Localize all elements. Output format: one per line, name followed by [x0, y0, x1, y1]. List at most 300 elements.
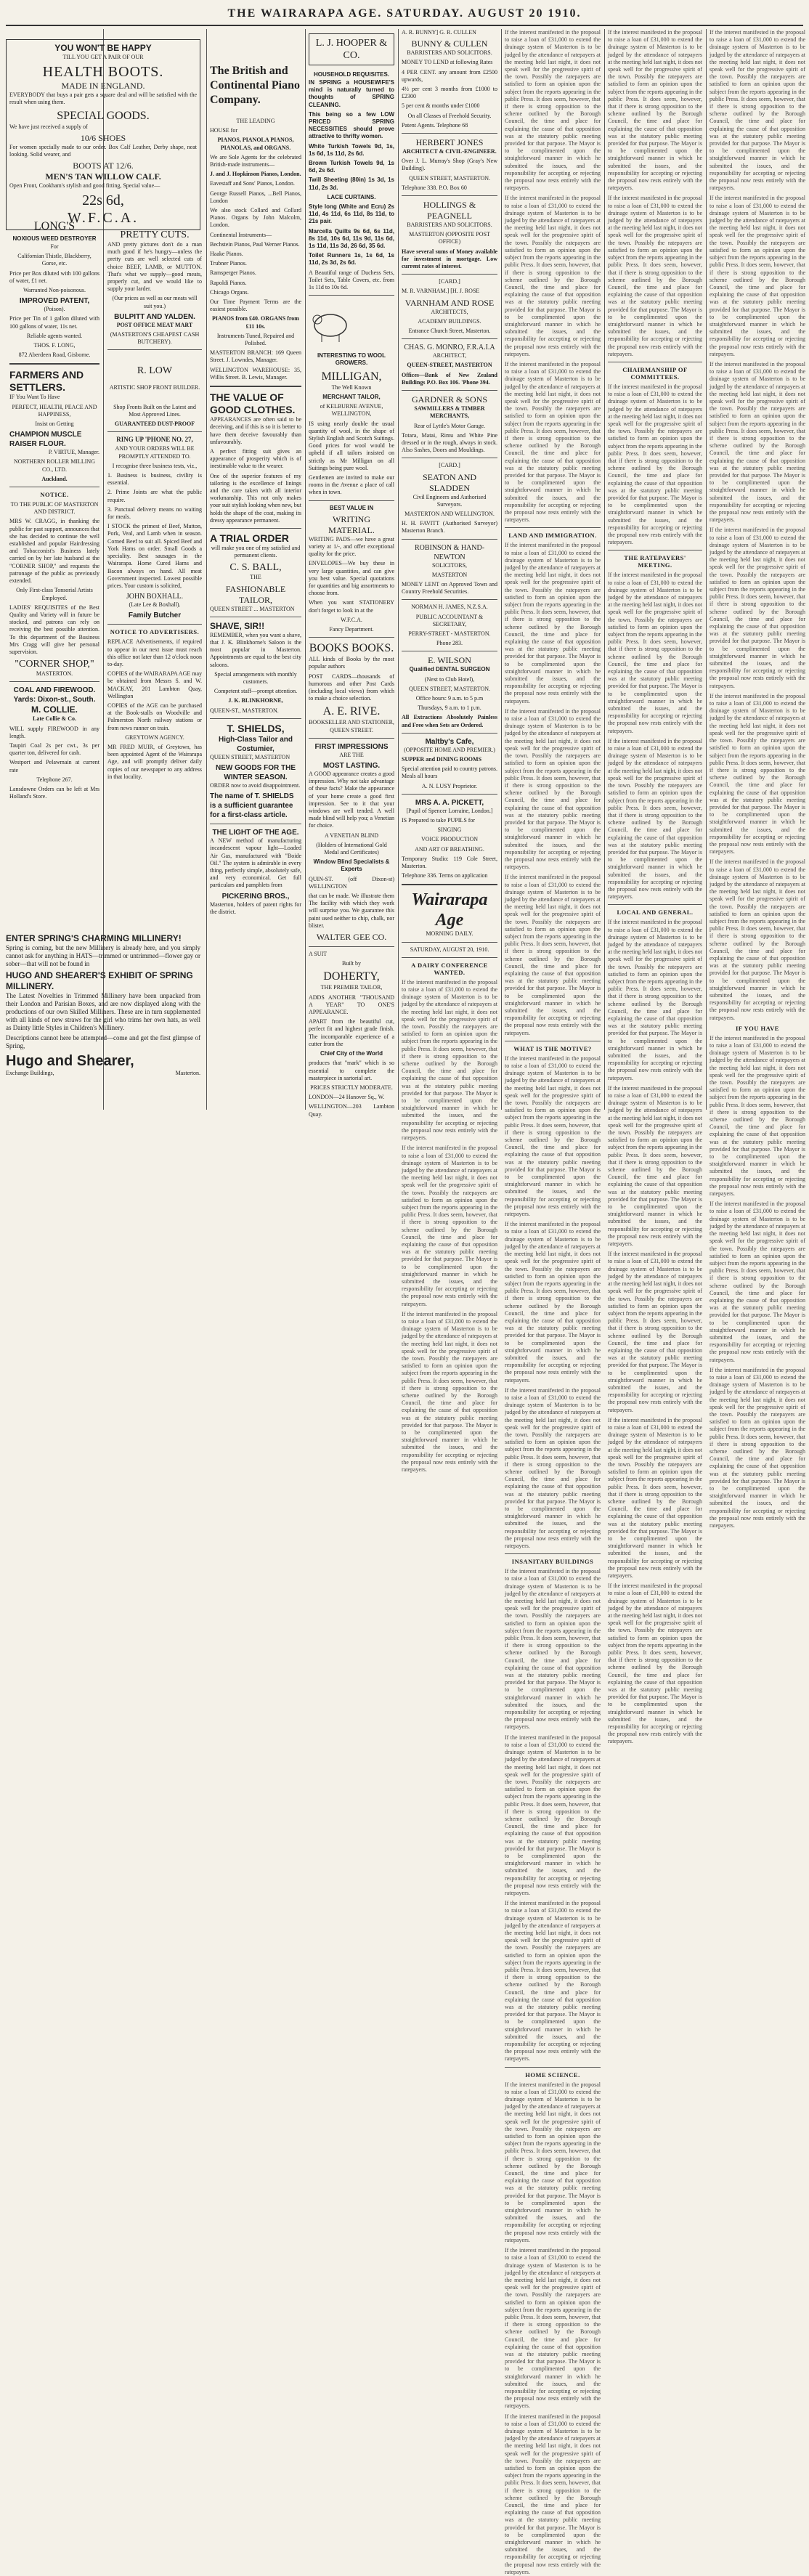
hugo-name: Hugo and Shearer,	[6, 1053, 134, 1069]
piano-text: Instruments Tuned, Repaired and Polished.	[216, 332, 295, 347]
shave-text: Special arrangements with monthly customers.	[214, 670, 297, 685]
notice-text: MASTERTON.	[36, 670, 73, 678]
farmers-text: Insist on Getting	[35, 420, 74, 428]
advertisers-text: COPIES of the WAIRARAPA AGE may be obtained from Messrs S. and W. MACKAY, 201 Lambton Quay, Wellington	[107, 670, 203, 699]
maltby-text: A. N. LUSY Proprietor.	[421, 782, 478, 789]
seaton-text: Civil Engineers and Authorised Surveyors.	[412, 493, 487, 508]
household-requisites: HOUSEHOLD REQUISITES.	[313, 71, 389, 78]
farmers-title: FARMERS AND SETTLERS.	[9, 369, 84, 394]
article-text: If the interest manifested in the proposal to raise a loan of £31,000 to extend the drainage system of Masterton is to be judged by the attendance of ratepayers at the meeting held last night, it does not speak well for the progressive spirit of the town. Possibly the ratepayers are satisfied to form an opinion upon the subject from the reports appearing in the public Press. It does seem, however, that if there is strong opposition to the scheme outlined by the Borough Council, the time and place for explaining the cause of that opposition was at the statutory public meeting provided for that purpose. The Mayor is to be complimented upon the straightforward manner in which he submitted the issues, and the responsibility for accepting or rejecting the proposal now rests entirely with the ratepayers.	[505, 542, 601, 704]
divider	[107, 349, 202, 350]
doherty-text: ADDS ANOTHER "THOUSAND A YEAR" TO ONE'S APPEARANCE.	[309, 994, 394, 1016]
article-text: If the interest manifested in the proposal to raise a loan of £31,000 to extend the drainage system of Masterton is to be judged by the attendance of ratepayers at the meeting held last night, it does not speak well for the progressive spirit of the town. Possibly the ratepayers are satisfied to form an opinion upon the subject from the reports appearing in the public Press. It does seem, however, that if there is strong opposition to the scheme outlined by the Borough Council, the time and place for explaining the cause of that opposition was at the statutory public meeting provided for that purpose. The Mayor is to be complimented upon the straightforward manner in which he submitted the issues, and the responsibility for accepting or rejecting the proposal now rests entirely with the ratepayers.	[505, 2081, 601, 2243]
divider	[402, 133, 497, 134]
doherty-text: PRICES STRICTLY MODERATE.	[310, 1084, 393, 1091]
milligan-text: Gentlemen are invited to make our rooms in the Avenue a place of call when in town.	[309, 474, 394, 496]
divider	[402, 794, 497, 795]
piano-text: MASTERTON BRANCH: 169 Queen Street. J. Lowndes, Manager.	[210, 349, 301, 364]
piano-text: PIANOS from £40. ORGANS from £11 10s.	[212, 315, 299, 330]
ball-name: C. S. BALL,	[229, 562, 282, 574]
bunny-name: BUNNY & CULLEN	[411, 38, 488, 49]
james-text: PERRY-STREET - MASTERTON.	[408, 630, 491, 637]
monro-text: QUEEN-STREET, MASTERTON	[407, 362, 492, 369]
hugo-town: Masterton.	[175, 1070, 200, 1076]
first-impressions: FIRST IMPRESSIONS	[314, 742, 389, 751]
shave-text: Competent staff—prompt attention.	[214, 688, 298, 695]
age-date: SATURDAY, AUGUST 20, 1910.	[410, 946, 489, 953]
boxhall-text: 3. Punctual delivery means no waiting for meals.	[107, 505, 202, 521]
maltby-text: SUPPER and DINING ROOMS	[402, 755, 482, 763]
piano-house: HOUSE for	[210, 127, 237, 134]
hooper-text: Twill Sheeting (80in) 1s 3d, 1s 11d, 2s 3d.	[309, 176, 394, 191]
weed-destroyer: NOXIOUS WEED DESTROYER	[12, 235, 97, 242]
varnham-text: M. R. VARNHAM.] [H. J. ROSE	[402, 288, 480, 295]
shields-guarantee: The name of T. SHIELDS is a sufficient guarantee for a first-class article.	[210, 792, 294, 820]
doherty-text: Built by	[341, 960, 361, 967]
divider	[309, 946, 394, 947]
divider	[402, 390, 497, 391]
masthead: THE WAIRARAPA AGE. SATURDAY. AUGUST 20 1910.	[227, 7, 582, 20]
books-text: POST CARDS—thousands of humorous and other Post Cards (including local views) from which to make a choice selection.	[309, 673, 394, 702]
divider	[210, 386, 301, 387]
meat-mart: POST OFFICE MEAT MART	[116, 321, 193, 328]
column-8	[706, 29, 809, 1529]
hollings-text: Have several sums of Money available for investment in mortgage. Low current rates of interest.	[402, 248, 497, 270]
longs-text: For	[50, 243, 59, 250]
wilson-text: (Next to Club Hotel),	[424, 675, 475, 683]
shave-title: SHAVE, SIR!!	[210, 620, 265, 631]
article-text: If the interest manifested in the proposal to raise a loan of £31,000 to extend the drainage system of Masterton is to be judged by the attendance of ratepayers at the meeting held last night, it does not speak well for the progressive spirit of the town. Possibly the ratepayers are satisfied to form an opinion upon the subject from the reports appearing in the public Press. It does seem, however, that if there is strong opposition to the scheme outlined by the Borough Council, the time and place for explaining the cause of that opposition was at the statutory public meeting provided for that purpose. The Mayor is to be complimented upon the straightforward manner in which he submitted the issues, and the responsibility for accepting or rejecting the proposal now rests entirely with the ratepayers.	[710, 858, 805, 1021]
hugo-address: Exchange Buildings,	[6, 1070, 54, 1076]
article-text: If the interest manifested in the proposal to raise a loan of £31,000 to extend the drainage system of Masterton is to be judged by the attendance of ratepayers at the meeting held last night, it does not speak well for the progressive spirit of the town. Possibly the ratepayers are satisfied to form an opinion upon the subject from the reports appearing in the public Press. It does seem, however, that if there is strong opposition to the scheme outlined by the Borough Council, the time and place for explaining the cause of that opposition was at the statutory public meeting provided for that purpose. The Mayor is to be complimented upon the straightforward manner in which he submitted the issues, and the responsibility for accepting or rejecting the proposal now rests entirely with the ratepayers.	[608, 1251, 702, 1413]
robinson-text: SOLICITORS,	[431, 561, 468, 569]
wool-growers: INTERESTING TO WOOL GROWERS.	[317, 352, 386, 367]
impressions-text: A GOOD appearance creates a good impression. Why not take advantage of these facts? Make the appearance of your home create a good first impression. See to it that your windows are well tended. A well made blind will help you; a Venetian for choice.	[309, 771, 394, 829]
books-text: ALL kinds of Books by the most popular authors	[309, 656, 394, 670]
divider	[402, 957, 497, 958]
if-you-have: IF YOU HAVE	[736, 1024, 779, 1032]
longs-title: LONG'S	[33, 220, 76, 232]
longs-text: THOS. F. LONG,	[33, 342, 76, 349]
wilson-text: All Extractions Absolutely Painless and Free when Sets are Ordered.	[402, 714, 497, 728]
bulpitt-name: BULPITT AND YALDEN.	[114, 312, 195, 321]
varnham-text: ACADEMY BUILDINGS.	[418, 317, 481, 325]
doherty-text: APART from the beautiful cut, perfect fit and highest grade finish. The incomparable experience of a cutter from the	[309, 1018, 394, 1047]
shields-text: QUEEN STREET, MASTERTON	[210, 753, 290, 760]
writing-text: ENVELOPES—We buy these in very large quantities, and can give you best value. Special quotations for quantities and big assortments to choose from.	[309, 560, 394, 597]
ring-up: RING UP 'PHONE NO. 27,	[116, 436, 193, 444]
article-text: If the interest manifested in the proposal to raise a loan of £31,000 to extend the drainage system of Masterton is to be judged by the attendance of ratepayers at the meeting held last night, it does not speak well for the progressive spirit of the town. Possibly the ratepayers are satisfied to form an opinion upon the subject from the reports appearing in the public Press. It does seem, however, that if there is strong opposition to the scheme outlined by the Borough Council, the time and place for explaining the cause of that opposition was at the statutory public meeting provided for that purpose. The Mayor is to be complimented upon the straightforward manner in which he submitted the issues, and the responsibility for accepting or rejecting the proposal now rests entirely with the ratepayers.	[505, 874, 601, 1036]
divider	[309, 637, 394, 638]
divider	[505, 2067, 601, 2068]
longs-text: 872 Aberdeen Road, Gisborne.	[18, 352, 91, 359]
bunny-text: A. R. BUNNY] G. R. CULLEN	[402, 29, 476, 36]
varnham-name: VARNHAM AND ROSE	[404, 297, 495, 308]
doherty-text: LONDON—24 Hanover Sq., W.	[309, 1094, 385, 1101]
coal-title: COAL AND FIREWOOD.	[13, 686, 96, 695]
robinson-name: ROBINSON & HAND-NEWTON	[414, 543, 485, 561]
divider	[210, 528, 301, 529]
divider	[402, 599, 497, 600]
shields-sub: High-Class Tailor and Costumier,	[218, 735, 293, 753]
coal-text: Taupiri Coal 2s per cwt., 3s per quarter ton, delivered for cash.	[9, 741, 99, 757]
hooper-text: Style long (White and Ecru) 2s 11d, 4s 11d, 6s 11d, 8s 11d, to 21s pair.	[309, 203, 394, 225]
low-text: GUARANTEED DUST-PROOF	[114, 420, 195, 428]
article-text: If the interest manifested in the proposal to raise a loan of £31,000 to extend the drainage system of Masterton is to be judged by the attendance of ratepayers at the meeting held last night, it does not speak well for the progressive spirit of the town. Possibly the ratepayers are satisfied to form an opinion upon the subject from the reports appearing in the public Press. It does seem, however, that if there is strong opposition to the scheme outlined by the Borough Council, the time and place for explaining the cause of that opposition was at the statutory public meeting provided for that purpose. The Mayor is to be complimented upon the straightforward manner in which he submitted the issues, and the responsibility for accepting or rejecting the proposal now rests entirely with the ratepayers.	[608, 737, 702, 901]
piano-text: Our Time Payment Terms are the easiest possible.	[210, 298, 301, 313]
premier-tailor: THE PREMIER TAILOR,	[320, 984, 383, 991]
varnham-text: ARCHITECTS,	[431, 308, 468, 315]
impressions-text: (Holders of International Gold Medal and Certificates)	[316, 841, 387, 856]
hooper-text: IN SPRING a HOUSEWIFE'S mind is naturally turned to thoughts of SPRING CLEANING.	[309, 79, 394, 108]
boxhall-name: JOHN BOXHALL.	[126, 593, 184, 601]
article-text: If the interest manifested in the proposal to raise a loan of £31,000 to extend the drainage system of Masterton is to be judged by the attendance of ratepayers at the meeting held last night, it does not speak well for the progressive spirit of the town. Possibly the ratepayers are satisfied to form an opinion upon the subject from the reports appearing in the public Press. It does seem, however, that if there is strong opposition to the scheme outlined by the Borough Council, the time and place for explaining the cause of that opposition was at the statutory public meeting provided for that purpose. The Mayor is to be complimented upon the straightforward manner in which he submitted the issues, and the responsibility for accepting or rejecting the proposal now rests entirely with the ratepayers.	[402, 1145, 497, 1307]
ratepayers-meeting: THE RATEPAYERS' MEETING.	[624, 554, 686, 569]
masthead-rule	[6, 25, 803, 26]
article-text: If the interest manifested in the proposal to raise a loan of £31,000 to extend the drainage system of Masterton is to be judged by the attendance of ratepayers at the meeting held last night, it does not speak well for the progressive spirit of the town. Possibly the ratepayers are satisfied to form an opinion upon the subject from the reports appearing in the public Press. It does seem, however, that if there is strong opposition to the scheme outlined by the Borough Council, the time and place for explaining the cause of that opposition was at the statutory public meeting provided for that purpose. The Mayor is to be complimented upon the straightforward manner in which he submitted the issues, and the responsibility for accepting or rejecting the proposal now rests entirely with the ratepayers.	[608, 29, 702, 192]
ball-text: THE	[250, 574, 261, 581]
divider	[505, 527, 601, 528]
divider	[402, 733, 497, 734]
article-text: If the interest manifested in the proposal to raise a loan of £31,000 to extend the drainage system of Masterton is to be judged by the attendance of ratepayers at the meeting held last night, it does not speak well for the progressive spirit of the town. Possibly the ratepayers are satisfied to form an opinion upon the subject from the reports appearing in the public Press. It does seem, however, that if there is strong opposition to the scheme outlined by the Borough Council, the time and place for explaining the cause of that opposition was at the statutory public meeting provided for that purpose. The Mayor is to be complimented upon the straightforward manner in which he submitted the issues, and the responsibility for accepting or rejecting the proposal now rests entirely with the ratepayers.	[505, 2413, 601, 2575]
hooper-text: A Beautiful range of Duchess Sets, Toilet Sets, Table Covers, etc. from 1s 11d to 10s 6d.	[309, 269, 394, 291]
divider	[309, 500, 394, 501]
boots-text: For women specially made to our order. Box Calf Leather, Derby shape, neat looking. Solid wearer, and	[9, 143, 197, 158]
pickett-text: AND ART OF BREATHING.	[415, 845, 484, 853]
shave-text: REMEMBER, when you want a shave, that J. K. Blinkhorne's Saloon is the most popular in Masterton. Appointments are equal to the best city saloons.	[210, 631, 301, 668]
hooper-text: White Turkish Towels 9d, 1s, 1s 6d, 1s 11d, 2s 6d.	[309, 142, 394, 157]
hooper-text: Toilet Runners 1s, 1s 6d, 1s 11d, 2s 3d, 2s 6d.	[309, 252, 394, 267]
coal-text: Westport and Pelawmain at current rate	[9, 759, 99, 773]
ball-text: will make you one of my satisfied and permanent clients.	[211, 544, 301, 559]
coal-text: WILL supply FIREWOOD in any length.	[9, 725, 99, 739]
maltby-text: Special attention paid to country patrons. Meals all hours	[402, 765, 497, 780]
piano-text: Bechstein Pianos, Paul Werner Pianos.	[210, 240, 300, 248]
clothes-text: A perfect fitting suit gives an appearance of prosperity which is of inestimable value to the wearer.	[210, 447, 301, 470]
ball-text: QUEEN STREET ... MASTERTON	[210, 605, 295, 612]
milligan-text: IS using nearly double the usual quantity of wool, in the shape of Stylish English and Scotch Suitings. Good prices for wool would be upheld if all tailors insisted on strictly as Mr Milligan on all Suitings being pure wool.	[309, 420, 394, 471]
piano-text: Continental Instruments—	[210, 231, 272, 238]
divider	[402, 274, 497, 275]
impressions-text: QUIN-ST. (off Dixon-st) WELLINGTON	[309, 875, 394, 890]
piano-text: J. and J. Hopkinson Pianos, London.	[210, 171, 301, 178]
improved-patent: IMPROVED PATENT,	[19, 297, 90, 306]
boxhall-text: I recognise three business tests, viz.,	[112, 462, 198, 469]
merchant-tailor: MERCHANT TAILOR,	[322, 393, 381, 400]
blinkhorne-name: J. K. BLINKHORNE,	[228, 697, 283, 704]
article-text: If the interest manifested in the proposal to raise a loan of £31,000 to extend the drainage system of Masterton is to be judged by the attendance of ratepayers at the meeting held last night, it does not speak well for the progressive spirit of the town. Possibly the ratepayers are satisfied to form an opinion upon the subject from the reports appearing in the public Press. It does seem, however, that if there is strong opposition to the scheme outlined by the Borough Council, the time and place for explaining the cause of that opposition was at the statutory public meeting provided for that purpose. The Mayor is to be complimented upon the straightforward manner in which he submitted the issues, and the responsibility for accepting or rejecting the proposal now rests entirely with the ratepayers.	[608, 919, 702, 1081]
monro-text: Offices—Bank of New Zealand Buildings P.O. Box 106. 'Phone 394.	[402, 371, 497, 386]
divider	[402, 539, 497, 540]
article-text: If the interest manifested in the proposal to raise a loan of £31,000 to extend the drainage system of Masterton is to be judged by the attendance of ratepayers at the meeting held last night, it does not speak well for the progressive spirit of the town. Possibly the ratepayers are satisfied to form an opinion upon the subject from the reports appearing in the public Press. It does seem, however, that if there is strong opposition to the scheme outlined by the Borough Council, the time and place for explaining the cause of that opposition was at the statutory public meeting provided for that purpose. The Mayor is to be complimented upon the straightforward manner in which he submitted the issues, and the responsibility for accepting or rejecting the proposal now rests entirely with the ratepayers.	[505, 707, 601, 871]
hugo-headline: ENTER SPRING'S CHARMING MILLINERY!	[6, 933, 182, 943]
clothes-text: APPEARANCES are often said to be deceiving, and if this is so it is better to have them deceive favourably than unfavourably.	[210, 416, 301, 445]
piano-company: The British and Continental Piano Company.	[210, 65, 301, 106]
article-text: If the interest manifested in the proposal to raise a loan of £31,000 to extend the drainage system of Masterton is to be judged by the attendance of ratepayers at the meeting held last night, it does not speak well for the progressive spirit of the town. Possibly the ratepayers are satisfied to form an opinion upon the subject from the reports appearing in the public Press. It does seem, however, that if there is strong opposition to the scheme outlined by the Borough Council, the time and place for explaining the cause of that opposition was at the statutory public meeting provided for that purpose. The Mayor is to be complimented upon the straightforward manner in which he submitted the issues, and the responsibility for accepting or rejecting the proposal now rests entirely with the ratepayers.	[505, 1386, 601, 1550]
longs-text: Price per Tin of 1 gallon diluted with 100 gallons of water, 11s net.	[9, 315, 99, 330]
champion-flour: CHAMPION MUSCLE RAISER FLOUR.	[9, 431, 82, 449]
column-2	[103, 29, 206, 1110]
james-name: NORMAN H. JAMES, N.Z.S.A.	[411, 604, 488, 611]
monro-name: CHAS. G. MONRO, F.R.A.I.A	[404, 344, 495, 352]
divider	[505, 1553, 601, 1554]
article-text: If the interest manifested in the proposal to raise a loan of £31,000 to extend the drainage system of Masterton is to be judged by the attendance of ratepayers at the meeting held last night, it does not speak well for the progressive spirit of the town. Possibly the ratepayers are satisfied to form an opinion upon the subject from the reports appearing in the public Press. It does seem, however, that if there is strong opposition to the scheme outlined by the Borough Council, the time and place for explaining the cause of that opposition was at the statutory public meeting provided for that purpose. The Mayor is to be complimented upon the straightforward manner in which he submitted the issues, and the responsibility for accepting or rejecting the proposal now rests entirely with the ratepayers.	[710, 1366, 805, 1529]
piano-text: Trubner Pianos.	[210, 260, 247, 267]
article-text: If the interest manifested in the proposal to raise a loan of £31,000 to extend the drainage system of Masterton is to be judged by the attendance of ratepayers at the meeting held last night, it does not speak well for the progressive spirit of the town. Possibly the ratepayers are satisfied to form an opinion upon the subject from the reports appearing in the public Press. It does seem, however, that if there is strong opposition to the scheme outlined by the Borough Council, the time and place for explaining the cause of that opposition was at the statutory public meeting provided for that purpose. The Mayor is to be complimented upon the straightforward manner in which he submitted the issues, and the responsibility for accepting or rejecting the proposal now rests entirely with the ratepayers.	[505, 2247, 601, 2410]
piano-text: We are Sole Agents for the celebrated British-made instruments—	[210, 153, 301, 168]
varnham-text: [CARD.]	[439, 278, 460, 285]
milligan-text: The Well Known	[331, 383, 372, 391]
article-text: If the interest manifested in the proposal to raise a loan of £31,000 to extend the drainage system of Masterton is to be judged by the attendance of ratepayers at the meeting held last night, it does not speak well for the progressive spirit of the town. Possibly the ratepayers are satisfied to form an opinion upon the subject from the reports appearing in the public Press. It does seem, however, that if there is strong opposition to the scheme outlined by the Borough Council, the time and place for explaining the cause of that opposition was at the statutory public meeting provided for that purpose. The Mayor is to be complimented upon the straightforward manner in which he submitted the issues, and the responsibility for accepting or rejecting the proposal now rests entirely with the ratepayers.	[608, 195, 702, 357]
most-lasting: MOST LASTING.	[322, 762, 381, 770]
divider	[608, 904, 702, 905]
bunny-text: 4 PER CENT. any amount from £2500 upwards,	[402, 68, 497, 83]
hooper-name: L. J. HOOPER & CO.	[315, 38, 388, 61]
piano-text: WELLINGTON WAREHOUSE: 35, Willis Street. B. Lewis, Manager.	[210, 366, 301, 381]
piano-text: Haake Pianos.	[210, 251, 243, 258]
books-text: BOOKSELLER AND STATIONER, QUEEN STREET.	[309, 719, 394, 734]
hugo-exhibit: HUGO AND SHEARER'S EXHIBIT OF SPRING MILLINERY.	[6, 970, 193, 991]
longs-text: Warranted Non-poisonous.	[23, 287, 86, 294]
a-suit: A SUIT	[309, 951, 328, 958]
hugo-text: Descriptions cannot here be attempted—come and get the first glimpse of Spring,	[6, 1034, 200, 1049]
divider	[309, 295, 394, 296]
divider	[9, 363, 99, 365]
robinson-text: MASTERTON	[431, 571, 468, 578]
maltby-name: Maltby's Cafe,	[425, 737, 474, 746]
article-text: If the interest manifested in the proposal to raise a loan of £31,000 to extend the drainage system of Masterton is to be judged by the attendance of ratepayers at the meeting held last night, it does not speak well for the progressive spirit of the town. Possibly the ratepayers are satisfied to form an opinion upon the subject from the reports appearing in the public Press. It does seem, however, that if there is strong opposition to the scheme outlined by the Borough Council, the time and place for explaining the cause of that opposition was at the statutory public meeting provided for that purpose. The Mayor is to be complimented upon the straightforward manner in which he submitted the issues, and the responsibility for accepting or rejecting the proposal now rests entirely with the ratepayers.	[402, 1310, 497, 1474]
piano-text: Ramsperger Pianos.	[210, 269, 256, 277]
maltby-text: (OPPOSITE HOME AND PREMIER.)	[404, 746, 495, 753]
divider	[309, 738, 394, 739]
advertisers-text: MR FRED MUIR, of Greytown, has been appointed Agent of the Wairarapa Age, and will promptly deliver daily copies of our newspaper to any address in that locality.	[107, 743, 202, 780]
column-7	[604, 29, 706, 1745]
piano-text: We also stock Collard and Collard Pianos. Organs by John Malcolm, London.	[210, 207, 301, 229]
hugo-text: Spring is coming, but the new Millinery is already here, and you simply cannot ask for anything in HATS—trimmed or untrimmed—flower gay or sober—that will not be found in	[6, 944, 200, 967]
boxhall-text: 1. Business is business, civility is essential.	[107, 472, 202, 487]
divider	[402, 942, 497, 943]
divider	[402, 338, 497, 339]
lace-curtains: LACE CURTAINS.	[327, 193, 376, 200]
article-text: If the interest manifested in the proposal to raise a loan of £31,000 to extend the drainage system of Masterton is to be judged by the attendance of ratepayers at the meeting held last night, it does not speak well for the progressive spirit of the town. Possibly the ratepayers are satisfied to form an opinion upon the subject from the reports appearing in the public Press. It does seem, however, that if there is strong opposition to the scheme outlined by the Borough Council, the time and place for explaining the cause of that opposition was at the statutory public meeting provided for that purpose. The Mayor is to be complimented upon the straightforward manner in which he submitted the issues, and the responsibility for accepting or rejecting the proposal now rests entirely with the ratepayers.	[402, 978, 497, 1142]
doherty-text: WELLINGTON—203 Lambton Quay.	[309, 1103, 394, 1118]
james-text: PUBLIC ACCOUNTANT & SECRETARY,	[415, 613, 484, 627]
boxhall-text: (Late Lee & Boxhall).	[129, 601, 181, 609]
jones-text: Over J. L. Murray's Shop (Gray's New Building).	[402, 158, 497, 172]
bunny-text: On all Classes of Freehold Security.	[407, 112, 492, 119]
blind-specialists: Window Blind Specialists & Experts	[313, 858, 390, 873]
varnham-text: Entrance Church Street, Masterton.	[408, 328, 491, 335]
jones-text: QUEEN STREET, MASTERTON.	[408, 174, 491, 182]
dairy-conference: A DAIRY CONFERENCE WANTED.	[411, 961, 488, 976]
doherty-text: produces that "mark" which is so essential to complete the masterpiece in sartorial art.	[309, 1060, 394, 1081]
divider	[107, 624, 202, 625]
clothes-text: One of the superior features of my tailoring is the excellence of linings and the care taken with all interior workmanship. This not only makes your suit stylish looking when new, but holds the shape of the coat, making its dressy appearance permanent.	[210, 472, 301, 524]
books-title: BOOKS BOOKS.	[309, 642, 394, 655]
farmers-text: Auckland.	[41, 475, 68, 482]
column-4	[305, 29, 398, 1118]
piano-text: Eavestaff and Sons' Pianos, London.	[210, 180, 295, 187]
wairarapa-age-logo: Wairarapa Age	[411, 890, 488, 930]
notice-subtitle: TO THE PUBLIC OF MASTERTON AND DISTRICT.	[10, 501, 99, 516]
farmers-text: NORTHERN ROLLER MILLING CO., LTD.	[14, 458, 95, 473]
article-text: If the interest manifested in the proposal to raise a loan of £31,000 to extend the drainage system of Masterton is to be judged by the attendance of ratepayers at the meeting held last night, it does not speak well for the progressive spirit of the town. Possibly the ratepayers are satisfied to form an opinion upon the subject from the reports appearing in the public Press. It does seem, however, that if there is strong opposition to the scheme outlined by the Borough Council, the time and place for explaining the cause of that opposition was at the statutory public meeting provided for that purpose. The Mayor is to be complimented upon the straightforward manner in which he submitted the issues, and the responsibility for accepting or rejecting the proposal now rests entirely with the ratepayers.	[505, 360, 601, 524]
article-text: If the interest manifested in the proposal to raise a loan of £31,000 to extend the drainage system of Masterton is to be judged by the attendance of ratepayers at the meeting held last night, it does not speak well for the progressive spirit of the town. Possibly the ratepayers are satisfied to form an opinion upon the subject from the reports appearing in the public Press. It does seem, however, that if there is strong opposition to the scheme outlined by the Borough Council, the time and place for explaining the cause of that opposition was at the statutory public meeting provided for that purpose. The Mayor is to be complimented upon the straightforward manner in which he submitted the issues, and the responsibility for accepting or rejecting the proposal now rests entirely with the ratepayers.	[608, 1084, 702, 1248]
writing-text: Fancy Department.	[329, 625, 374, 633]
notice-title: NOTICE.	[40, 491, 69, 499]
wilson-text: Thursdays, 9 a.m. to 1 p.m.	[418, 704, 481, 712]
pickett-name: MRS A. A. PICKETT,	[415, 798, 484, 807]
what-is-the-motive: WHAT IS THE MOTIVE?	[513, 1044, 592, 1052]
gardner-text: Totara, Matai, Rimu and White Pine dressed or in the rough, always in stock. Also Sashes, Doors and Mouldings.	[402, 431, 497, 454]
shields-text: ORDER now to avoid disappointment.	[210, 781, 301, 789]
wfca-logo: W.F.C.A.	[67, 210, 139, 227]
pretty-cuts-text: (Our prices as well as our meats will suit you.)	[112, 295, 198, 309]
are-the: ARE THE	[339, 751, 364, 758]
pickering-name: PICKERING BROS.,	[221, 892, 290, 901]
pickett-text: Telephone 336. Terms on application	[402, 872, 488, 879]
column-5	[398, 29, 501, 1474]
seaton-text: MASTERTON AND WELLINGTON.	[404, 510, 495, 517]
notice-text: LADIES' REQUISITES of the Best Quality and Variety will in future be stocked, and patrons can rely on receiving the best possible attention. To this department of the Business Mrs Cragg will give her personal supervision.	[9, 604, 99, 655]
insanitary-buildings: INSANITARY BUILDINGS	[511, 1558, 594, 1566]
jones-text: ARCHITECT & CIVIL-ENGINEER.	[402, 148, 497, 155]
collie-name: M. COLLIE.	[31, 704, 78, 715]
boxhall-text: AND YOUR ORDERS WILL BE PROMPTLY ATTENDED TO.	[115, 445, 195, 460]
notice-text: MRS W. CRAGG, in thanking the public for past support, announces that she has decided to continue the well established and popular Hairdressing and Tobacconist's Business lately carried on by her late husband at the "CORNER SHOP," and requests the patronage of the public as previously extended.	[9, 518, 99, 585]
milligan-text: of KELBURNE AVENUE, WELLINGTON,	[320, 403, 383, 418]
article-text: If the interest manifested in the proposal to raise a loan of £31,000 to extend the drainage system of Masterton is to be judged by the attendance of ratepayers at the meeting held last night, it does not speak well for the progressive spirit of the town. Possibly the ratepayers are satisfied to form an opinion upon the subject from the reports appearing in the public Press. It does seem, however, that if there is strong opposition to the scheme outlined by the Borough Council, the time and place for explaining the cause of that opposition was at the statutory public meeting provided for that purpose. The Mayor is to be complimented upon the straightforward manner in which he submitted the issues, and the responsibility for accepting or rejecting the proposal now rests entirely with the ratepayers.	[505, 1055, 601, 1218]
chairmanship: CHAIRMANSHIP OF COMMITTEES.	[622, 365, 688, 381]
greytown-agency: GREYTOWN AGENCY.	[125, 734, 184, 741]
pretty-cuts-text: (MASTERTON'S CHEAPEST CASH BUTCHERY).	[110, 331, 200, 346]
gardner-name: GARDNER & SONS	[411, 394, 487, 405]
special-goods: SPECIAL GOODS.	[57, 109, 150, 122]
pickett-text: IS Prepared to take PUPILS for	[402, 817, 476, 824]
article-text: If the interest manifested in the proposal to raise a loan of £31,000 to extend the drainage system of Masterton is to be judged by the attendance of ratepayers at the meeting held last night, it does not speak well for the progressive spirit of the town. Possibly the ratepayers are satisfied to form an opinion upon the subject from the reports appearing in the public Press. It does seem, however, that if there is strong opposition to the scheme outlined by the Borough Council, the time and place for explaining the cause of that opposition was at the statutory public meeting provided for that purpose. The Mayor is to be complimented upon the straightforward manner in which he submitted the issues, and the responsibility for accepting or rejecting the proposal now rests entirely with the ratepayers.	[710, 1200, 805, 1363]
wilson-name: E. WILSON	[428, 655, 471, 666]
piano-leading: THE LEADING	[236, 118, 275, 124]
advertisers-text: REPLACE Advertisements, if required to appear in our next issue must reach this office not later than 12 o'clock noon to-day.	[107, 638, 202, 667]
article-text: If the interest manifested in the proposal to raise a loan of £31,000 to extend the drainage system of Masterton is to be judged by the attendance of ratepayers at the meeting held last night, it does not speak well for the progressive spirit of the town. Possibly the ratepayers are satisfied to form an opinion upon the subject from the reports appearing in the public Press. It does seem, however, that if there is strong opposition to the scheme outlined by the Borough Council, the time and place for explaining the cause of that opposition was at the statutory public meeting provided for that purpose. The Mayor is to be complimented upon the straightforward manner in which he submitted the issues, and the responsibility for accepting or rejecting the proposal now rests entirely with the ratepayers.	[608, 572, 702, 734]
low-text: Shop Fronts Built on the Latest and Most Approved Lines.	[113, 403, 196, 418]
advertisers-title: NOTICE TO ADVERTISERS.	[110, 628, 200, 636]
piano-text: George Russell Pianos, ...Bell Pianos, London	[210, 190, 301, 204]
pickett-text: VOICE PRODUCTION	[421, 836, 478, 843]
hooper-text: Brown Turkish Towels 9d, 1s 6d, 2s 6d.	[309, 160, 394, 174]
boots-subhead: TILL YOU GET A PAIR OF OUR	[62, 54, 144, 60]
article-text: If the interest manifested in the proposal to raise a loan of £31,000 to extend the drainage system of Masterton is to be judged by the attendance of ratepayers at the meeting held last night, it does not speak well for the progressive spirit of the town. Possibly the ratepayers are satisfied to form an opinion upon the subject from the reports appearing in the public Press. It does seem, however, that if there is strong opposition to the scheme outlined by the Borough Council, the time and place for explaining the cause of that opposition was at the statutory public meeting provided for that purpose. The Mayor is to be complimented upon the straightforward manner in which he submitted the issues, and the responsibility for accepting or rejecting the proposal now rests entirely with the ratepayers.	[710, 527, 805, 689]
farmers-text: P. VIRTUE, Manager.	[48, 449, 99, 456]
hooper-text: This being so a few LOW PRICED SPRING NECESSITIES should prove attractive to thrifty women.	[309, 110, 394, 140]
mens-calf: MEN'S TAN WILLOW CALF.	[45, 171, 161, 182]
land-immigration: LAND AND IMMIGRATION.	[508, 532, 597, 540]
fashionable-tailor: FASHIONABLE TAILOR,	[225, 583, 286, 605]
article-text: If the interest manifested in the proposal to raise a loan of £31,000 to extend the drainage system of Masterton is to be judged by the attendance of ratepayers at the meeting held last night, it does not speak well for the progressive spirit of the town. Possibly the ratepayers are satisfied to form an opinion upon the subject from the reports appearing in the public Press. It does seem, however, that if there is strong opposition to the scheme outlined by the Borough Council, the time and place for explaining the cause of that opposition was at the statutory public meeting provided for that purpose. The Mayor is to be complimented upon the straightforward manner in which he submitted the issues, and the responsibility for accepting or rejecting the proposal now rests entirely with the ratepayers.	[505, 1221, 601, 1384]
walter-gee: WALTER GEE CO.	[316, 932, 387, 943]
collie-sub: Late Collie & Co.	[33, 715, 76, 723]
family-butcher: Family Butcher	[128, 612, 182, 620]
advertisers-text: COPIES of the AGE can be purchased at the Book-stalls on Woodville and Palmerston North railway stations or from news runner on train.	[107, 702, 202, 731]
shave-text: QUEEN-ST., MASTERTON.	[210, 707, 279, 714]
age-text: MORNING DAILY.	[426, 930, 473, 938]
article-text: If the interest manifested in the proposal to raise a loan of £31,000 to extend the drainage system of Masterton is to be judged by the attendance of ratepayers at the meeting held last night, it does not speak well for the progressive spirit of the town. Possibly the ratepayers are satisfied to form an opinion upon the subject from the reports appearing in the public Press. It does seem, however, that if there is strong opposition to the scheme outlined by the Borough Council, the time and place for explaining the cause of that opposition was at the statutory public meeting provided for that purpose. The Mayor is to be complimented upon the straightforward manner in which he submitted the issues, and the responsibility for accepting or rejecting the proposal now rests entirely with the ratepayers.	[505, 29, 601, 192]
bunny-text: MONEY TO LEND at following Rates	[402, 59, 493, 66]
article-text: If the interest manifested in the proposal to raise a loan of £31,000 to extend the drainage system of Masterton is to be judged by the attendance of ratepayers at the meeting held last night, it does not speak well for the progressive spirit of the town. Possibly the ratepayers are satisfied to form an opinion upon the subject from the reports appearing in the public Press. It does seem, however, that if there is strong opposition to the scheme outlined by the Borough Council, the time and place for explaining the cause of that opposition was at the statutory public meeting provided for that purpose. The Mayor is to be complimented upon the straightforward manner in which he submitted the issues, and the responsibility for accepting or rejecting the proposal now rests entirely with the ratepayers.	[608, 1416, 702, 1580]
longs-text: Californian Thistle, Blackberry, Gorse, etc.	[17, 253, 92, 267]
article-text: If the interest manifested in the proposal to raise a loan of £31,000 to extend the drainage system of Masterton is to be judged by the attendance of ratepayers at the meeting held last night, it does not speak well for the progressive spirit of the town. Possibly the ratepayers are satisfied to form an opinion upon the subject from the reports appearing in the public Press. It does seem, however, that if there is strong opposition to the scheme outlined by the Borough Council, the time and place for explaining the cause of that opposition was at the statutory public meeting provided for that purpose. The Mayor is to be complimented upon the straightforward manner in which he submitted the issues, and the responsibility for accepting or rejecting the proposal now rests entirely with the ratepayers.	[505, 1568, 601, 1731]
writing-text: WRITING PADS—we have a great variety at 1/-, and offer exceptional quality for the price.	[309, 535, 394, 558]
article-text: If the interest manifested in the proposal to raise a loan of £31,000 to extend the drainage system of Masterton is to be judged by the attendance of ratepayers at the meeting held last night, it does not speak well for the progressive spirit of the town. Possibly the ratepayers are satisfied to form an opinion upon the subject from the reports appearing in the public Press. It does seem, however, that if there is strong opposition to the scheme outlined by the Borough Council, the time and place for explaining the cause of that opposition was at the statutory public meeting provided for that purpose. The Mayor is to be complimented upon the straightforward manner in which he submitted the issues, and the responsibility for accepting or rejecting the proposal now rests entirely with the ratepayers.	[505, 1900, 601, 2063]
boxhall-text: I STOCK the primest of Beef, Mutton, Pork, Veal, and Lamb when in season. Corned Beef to suit all. Spiced Beef and York Hams on order. Small Goods a speciality. Best sausages in the Wairarapa. Home Cured Hams and Bacon always on hand. All meat Government inspected. Lowest possible prices. Your custom is solicited,	[107, 523, 202, 589]
article-text: If the interest manifested in the proposal to raise a loan of £31,000 to extend the drainage system of Masterton is to be judged by the attendance of ratepayers at the meeting held last night, it does not speak well for the progressive spirit of the town. Possibly the ratepayers are satisfied to form an opinion upon the subject from the reports appearing in the public Press. It does seem, however, that if there is strong opposition to the scheme outlined by the Borough Council, the time and place for explaining the cause of that opposition was at the statutory public meeting provided for that purpose. The Mayor is to be complimented upon the straightforward manner in which he submitted the issues, and the responsibility for accepting or rejecting the proposal now rests entirely with the ratepayers.	[608, 1582, 702, 1745]
jones-text: Telephone 338. P.O. Box 60	[402, 184, 467, 191]
notice-text: Only First-class Tonsorial Artists Employed.	[16, 587, 93, 601]
boots-text: EVERYBODY that buys a pair gets a square deal and will be satisfied with the result when using them.	[9, 92, 197, 106]
hollings-text: MASTERTON (OPPOSITE POST OFFICE)	[409, 231, 490, 245]
shoes-price: 10/6 SHOES	[80, 132, 126, 143]
trial-order: A TRIAL ORDER	[210, 532, 289, 544]
article-text: If the interest manifested in the proposal to raise a loan of £31,000 to extend the drainage system of Masterton is to be judged by the attendance of ratepayers at the meeting held last night, it does not speak well for the progressive spirit of the town. Possibly the ratepayers are satisfied to form an opinion upon the subject from the reports appearing in the public Press. It does seem, however, that if there is strong opposition to the scheme outlined by the Borough Council, the time and place for explaining the cause of that opposition was at the statutory public meeting provided for that purpose. The Mayor is to be complimented upon the straightforward manner in which he submitted the issues, and the responsibility for accepting or rejecting the proposal now rests entirely with the ratepayers.	[710, 360, 805, 524]
boots-text: Open Front, Cookham's stylish and good fitting, Special value—	[9, 182, 160, 190]
pretty-cuts-text: AND pretty pictures don't do a man much good if he's hungry—unless the pretty cuts are well selected cuts of choice BEEF, LAMB, or MUTTON. That's what we supply—good meats, properly cut, and we would like to supply your larder.	[107, 241, 202, 293]
article-text: If the interest manifested in the proposal to raise a loan of £31,000 to extend the drainage system of Masterton is to be judged by the attendance of ratepayers at the meeting held last night, it does not speak well for the progressive spirit of the town. Possibly the ratepayers are satisfied to form an opinion upon the subject from the reports appearing in the public Press. It does seem, however, that if there is strong opposition to the scheme outlined by the Borough Council, the time and place for explaining the cause of that opposition was at the statutory public meeting provided for that purpose. The Mayor is to be complimented upon the straightforward manner in which he submitted the issues, and the responsibility for accepting or rejecting the proposal now rests entirely with the ratepayers.	[505, 1734, 601, 1896]
coal-text: Telephone 267.	[36, 776, 73, 783]
article-text: If the interest manifested in the proposal to raise a loan of £31,000 to extend the drainage system of Masterton is to be judged by the attendance of ratepayers at the meeting held last night, it does not speak well for the progressive spirit of the town. Possibly the ratepayers are satisfied to form an opinion upon the subject from the reports appearing in the public Press. It does seem, however, that if there is strong opposition to the scheme outlined by the Borough Council, the time and place for explaining the cause of that opposition was at the statutory public meeting provided for that purpose. The Mayor is to be complimented upon the straightforward manner in which he submitted the issues, and the responsibility for accepting or rejecting the proposal now rests entirely with the ratepayers.	[505, 195, 601, 357]
rive-name: A. E. RIVE.	[322, 705, 381, 718]
article-text: If the interest manifested in the proposal to raise a loan of £31,000 to extend the drainage system of Masterton is to be judged by the attendance of ratepayers at the meeting held last night, it does not speak well for the progressive spirit of the town. Possibly the ratepayers are satisfied to form an opinion upon the subject from the reports appearing in the public Press. It does seem, however, that if there is strong opposition to the scheme outlined by the Borough Council, the time and place for explaining the cause of that opposition was at the statutory public meeting provided for that purpose. The Mayor is to be complimented upon the straightforward manner in which he submitted the issues, and the responsibility for accepting or rejecting the proposal now rests entirely with the ratepayers.	[710, 29, 805, 192]
local-general: LOCAL AND GENERAL.	[617, 909, 694, 917]
divider	[210, 718, 301, 719]
james-text: Phone 283.	[436, 640, 463, 647]
wilson-text: QUEEN STREET, MASTERTON.	[408, 685, 491, 692]
bunny-text: 5 per cent & months under £1000	[402, 102, 480, 110]
boots-special-price: 22s 6d,	[82, 192, 124, 209]
longs-text: Reliable agents wanted.	[26, 332, 83, 339]
pickett-text: SINGING	[437, 826, 462, 834]
writing-text: When you want STATIONERY don't forget to look in at the	[309, 599, 394, 614]
light-text: A NEW method of manufacturing incandescent vapour light—Loaded Air Gas, manufactured with "Boide Oil." The system is admirable in every thing, perfectly simple, absolutely safe, and very economical. Get full particulars and pamphlets from	[210, 837, 301, 889]
low-name: R. LOW	[137, 365, 173, 377]
seaton-name: SEATON AND SLADDEN	[422, 471, 477, 493]
wilson-text: Office hours: 9 a.m. to 5 p.m	[415, 694, 484, 702]
piano-types: PIANOS, PIANOLA PIANOS, PIANOLAS, and ORGANS.	[217, 137, 294, 151]
divider	[402, 195, 497, 196]
farmers-text: IF You Want To Have	[9, 394, 60, 401]
monro-text: ARCHITECT,	[432, 352, 467, 359]
coal-text: Lansdowne Orders can be left at Mrs Holland's Store.	[9, 785, 99, 800]
bunny-text: BARRISTERS AND SOLICITORS.	[407, 49, 492, 57]
impressions-text: that can be made. We illustrate them The facility with which they work will surprise you. We guarantee this paint used neither to chip, chalk, nor blister.	[309, 893, 394, 929]
health-boots-title: HEALTH BOOTS.	[42, 64, 164, 81]
boots-price: BOOTS AT 12/6.	[73, 161, 134, 171]
gardner-text: SAWMILLERS & TIMBER MERCHANTS,	[414, 405, 485, 420]
article-text: If the interest manifested in the proposal to raise a loan of £31,000 to extend the drainage system of Masterton is to be judged by the attendance of ratepayers at the meeting held last night, it does not speak well for the progressive spirit of the town. Possibly the ratepayers are satisfied to form an opinion upon the subject from the reports appearing in the public Press. It does seem, however, that if there is strong opposition to the scheme outlined by the Borough Council, the time and place for explaining the cause of that opposition was at the statutory public meeting provided for that purpose. The Mayor is to be complimented upon the straightforward manner in which he submitted the issues, and the responsibility for accepting or rejecting the proposal now rests entirely with the ratepayers.	[710, 692, 805, 856]
chief-city: Chief City of the World	[320, 1050, 383, 1057]
column-3	[206, 29, 305, 1110]
pickett-text: Temporary Studio: 119 Cole Street, Masterton.	[402, 855, 497, 870]
boots-text: We have just received a supply of	[9, 123, 88, 130]
article-text: If the interest manifested in the proposal to raise a loan of £31,000 to extend the drainage system of Masterton is to be judged by the attendance of ratepayers at the meeting held last night, it does not speak well for the progressive spirit of the town. Possibly the ratepayers are satisfied to form an opinion upon the subject from the reports appearing in the public Press. It does seem, however, that if there is strong opposition to the scheme outlined by the Borough Council, the time and place for explaining the cause of that opposition was at the statutory public meeting provided for that purpose. The Mayor is to be complimented upon the straightforward manner in which he submitted the issues, and the responsibility for accepting or rejecting the proposal now rests entirely with the ratepayers.	[710, 195, 805, 357]
longs-text: Price per Box diluted with 100 gallons of water, £1 net.	[9, 269, 99, 284]
gardner-text: Rear of Lyttle's Motor Garage.	[413, 422, 486, 429]
clothes-title: THE VALUE OF GOOD CLOTHES.	[210, 391, 296, 416]
hollings-text: BARRISTERS AND SOLICITORS.	[407, 222, 492, 229]
new-goods: NEW GOODS FOR THE WINTER SEASON.	[216, 763, 296, 781]
home-science: HOME SCIENCE.	[525, 2071, 580, 2079]
venetian-blind: A VENETIAN BLIND	[324, 832, 379, 839]
hugo-text: The Latest Novelties in Trimmed Millinery have been unpacked from their London and Parisian Boxes, and are now displayed along with the productions of our own Skilled Milliners. These are in turn supplemented with all kinds of new straws for the girl who trims her own hats, as well as Dainty little Styles in Children's Millinery.	[6, 992, 200, 1031]
